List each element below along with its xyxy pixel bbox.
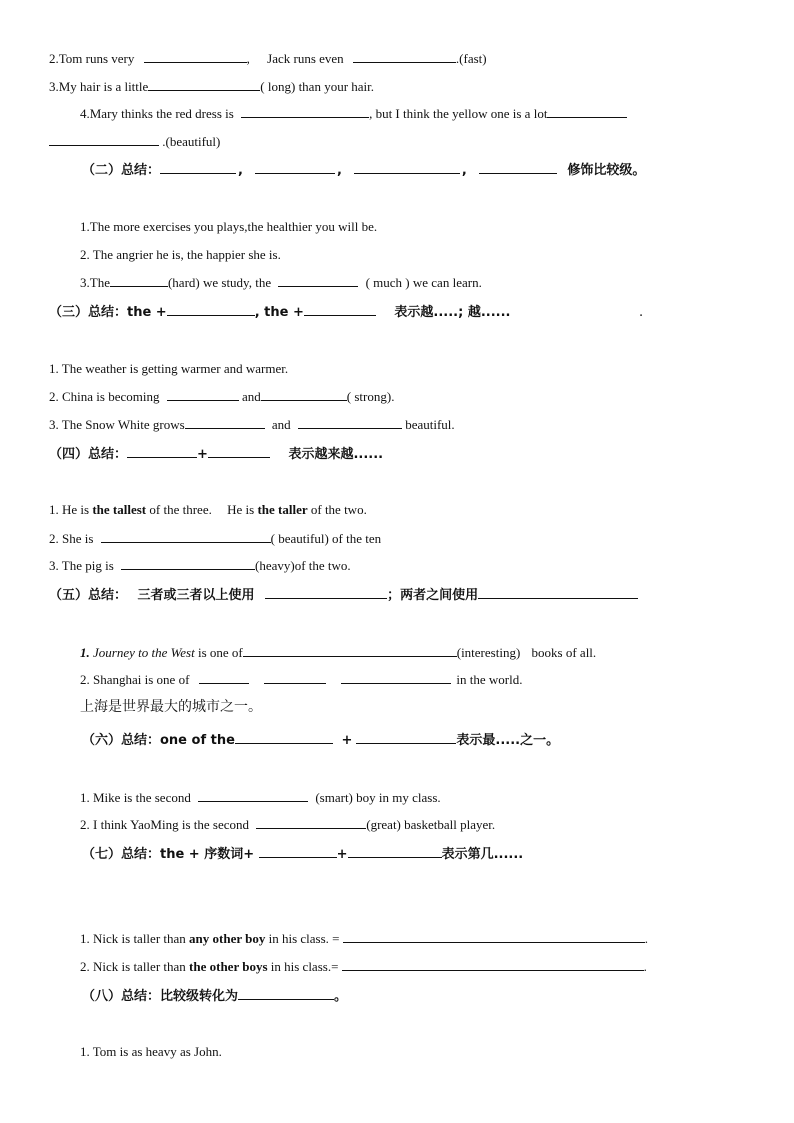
summary-sep: , (461, 163, 467, 178)
answer-blank[interactable] (342, 958, 644, 971)
answer-blank[interactable] (101, 530, 271, 543)
exercise-text: and (242, 389, 261, 404)
exercise-text: and (271, 417, 291, 432)
answer-blank[interactable] (110, 274, 168, 287)
answer-blank[interactable] (265, 586, 387, 599)
exercise-text: . (644, 931, 648, 946)
exercise-text: Jack runs even (267, 51, 344, 66)
answer-blank[interactable] (127, 445, 197, 458)
exercise-text: (interesting) (456, 645, 521, 660)
translation-line: 上海是世界最大的城市之一。 (80, 699, 262, 715)
exercise-line (80, 274, 482, 291)
exercise-line (80, 958, 647, 975)
summary-label: （七）总结：the + 序数词+ (82, 847, 255, 862)
summary-sep: , (238, 163, 243, 178)
exercise-text: beautiful. (405, 417, 455, 432)
section-summary (49, 445, 383, 463)
exercise-text: 3. The pig is (49, 558, 114, 573)
answer-blank[interactable] (49, 133, 159, 146)
exercise-text: (great) basketball player. (366, 817, 496, 832)
exercise-line (49, 557, 351, 574)
exercise-text: ( long) than your hair. (260, 79, 375, 94)
answer-blank[interactable] (208, 445, 270, 458)
exercise-text: in his class. = (268, 931, 340, 946)
answer-blank[interactable] (167, 388, 239, 401)
summary-text: , the + (254, 305, 304, 320)
exercise-line (49, 78, 374, 95)
exercise-text: 2.Tom runs very (49, 51, 135, 66)
exercise-text: ( strong). (346, 389, 395, 404)
summary-text: + (197, 447, 208, 462)
answer-blank[interactable] (167, 303, 255, 316)
answer-blank[interactable] (199, 671, 249, 684)
summary-label: （二）总结： (82, 163, 161, 178)
answer-blank[interactable] (304, 303, 376, 316)
answer-blank[interactable] (243, 644, 457, 657)
exercise-line (49, 388, 394, 405)
exercise-text: 1. Nick is taller than (80, 931, 186, 946)
exercise-line (80, 644, 596, 661)
exercise-line (80, 671, 522, 688)
answer-blank[interactable] (255, 161, 335, 174)
summary-text: 表示最.....之一。 (456, 733, 560, 748)
summary-text: 表示第几...... (441, 847, 524, 862)
answer-blank[interactable] (238, 987, 334, 1000)
answer-blank[interactable] (547, 105, 627, 118)
summary-text: + (336, 847, 348, 862)
summary-text: + (341, 733, 353, 748)
exercise-text: (hard) we study, the (167, 275, 272, 290)
answer-blank[interactable] (121, 557, 255, 570)
exercise-line (49, 416, 455, 433)
exercise-text: in the world. (456, 672, 523, 687)
exercise-line (80, 789, 441, 806)
answer-blank[interactable] (341, 671, 451, 684)
summary-text: 表示越.....; 越...... (394, 305, 511, 320)
exercise-text: . (643, 959, 647, 974)
answer-blank[interactable] (478, 586, 638, 599)
exercise-text: 3. The Snow White grows (49, 417, 185, 432)
exercise-text: (heavy)of the two. (255, 558, 351, 573)
exercise-text: 1. Mike is the second (80, 790, 191, 805)
section-summary (82, 987, 347, 1005)
emphasis-text: the other boys (189, 959, 268, 974)
exercise-text: , but I think the yellow one is a lot (369, 106, 548, 121)
exercise-line (80, 930, 648, 947)
exercise-text: of the two. (310, 502, 367, 517)
summary-label: （八）总结：比较级转化为 (82, 989, 239, 1004)
exercise-text: in his class.= (270, 959, 339, 974)
answer-blank[interactable] (298, 416, 402, 429)
exercise-text: 2. Nick is taller than (80, 959, 186, 974)
book-title: Journey to the West (93, 645, 195, 660)
exercise-text: 2. China is becoming (49, 389, 160, 404)
answer-blank[interactable] (235, 731, 333, 744)
summary-text: 。 (334, 989, 348, 1004)
answer-blank[interactable] (479, 161, 557, 174)
answer-blank[interactable] (348, 845, 442, 858)
answer-blank[interactable] (198, 789, 308, 802)
exercise-text: ( much ) we can learn. (365, 275, 482, 290)
answer-blank[interactable] (278, 274, 358, 287)
answer-blank[interactable] (259, 845, 337, 858)
answer-blank[interactable] (256, 816, 366, 829)
exercise-text: is one of (197, 645, 243, 660)
answer-blank[interactable] (241, 105, 369, 118)
exercise-number: 1. (80, 645, 90, 660)
exercise-line: 1.The more exercises you plays,the healthier you will be. (80, 219, 378, 234)
exercise-text: (smart) boy in my class. (315, 790, 441, 805)
exercise-line (80, 105, 627, 122)
exercise-text: 1. He is (49, 502, 90, 517)
exercise-text: 3.The (80, 275, 110, 290)
exercise-line: 1. Tom is as heavy as John. (80, 1044, 222, 1059)
answer-blank[interactable] (356, 731, 456, 744)
exercise-line (49, 133, 220, 150)
exercise-line (49, 502, 367, 518)
summary-text: 三者或三者以上使用 (137, 588, 255, 603)
section-summary (82, 845, 523, 863)
exercise-text: ( beautiful) of the ten (270, 531, 382, 546)
summary-label: （五）总结： (49, 588, 128, 603)
exercise-text: 2. Shanghai is one of (80, 672, 190, 687)
summary-label: （四）总结： (49, 447, 128, 462)
summary-text: ；两者之间使用 (387, 588, 479, 603)
answer-blank[interactable] (144, 50, 247, 63)
section-summary (82, 731, 559, 749)
summary-label: （六）总结：one of the (82, 733, 235, 748)
exercise-text: of the three. (149, 502, 212, 517)
section-summary (49, 303, 643, 321)
answer-blank[interactable] (261, 388, 347, 401)
exercise-line: 1. The weather is getting warmer and warmer. (49, 361, 289, 376)
exercise-text: 4.Mary thinks the red dress is (80, 106, 234, 121)
answer-blank[interactable] (148, 78, 260, 91)
summary-label: （三）总结：the + (49, 305, 167, 320)
emphasis-text: the taller (257, 502, 308, 517)
section-summary (49, 586, 638, 604)
emphasis-text: any other boy (189, 931, 266, 946)
exercise-text: .(beautiful) (162, 134, 221, 149)
exercise-text: , (246, 51, 250, 66)
summary-text: 修饰比较级。 (567, 163, 646, 178)
answer-blank[interactable] (343, 930, 645, 943)
answer-blank[interactable] (160, 161, 236, 174)
exercise-text: He is (227, 502, 255, 517)
exercise-text: 3.My hair is a little (49, 79, 149, 94)
exercise-text: books of all. (531, 645, 597, 660)
answer-blank[interactable] (354, 161, 460, 174)
trailing-dot: . (639, 305, 644, 320)
answer-blank[interactable] (185, 416, 265, 429)
summary-text: 表示越来越...... (288, 447, 384, 462)
section-summary (82, 161, 645, 179)
exercise-line: 2. The angrier he is, the happier she is. (80, 247, 281, 262)
answer-blank[interactable] (353, 50, 456, 63)
exercise-text: 2. She is (49, 531, 94, 546)
exercise-line (49, 530, 381, 547)
exercise-line (80, 816, 495, 833)
answer-blank[interactable] (264, 671, 326, 684)
exercise-text: 2. I think YaoMing is the second (80, 817, 249, 832)
exercise-line (49, 50, 487, 67)
emphasis-text: the tallest (92, 502, 147, 517)
exercise-text: .(fast) (455, 51, 487, 66)
summary-sep: , (336, 163, 342, 178)
